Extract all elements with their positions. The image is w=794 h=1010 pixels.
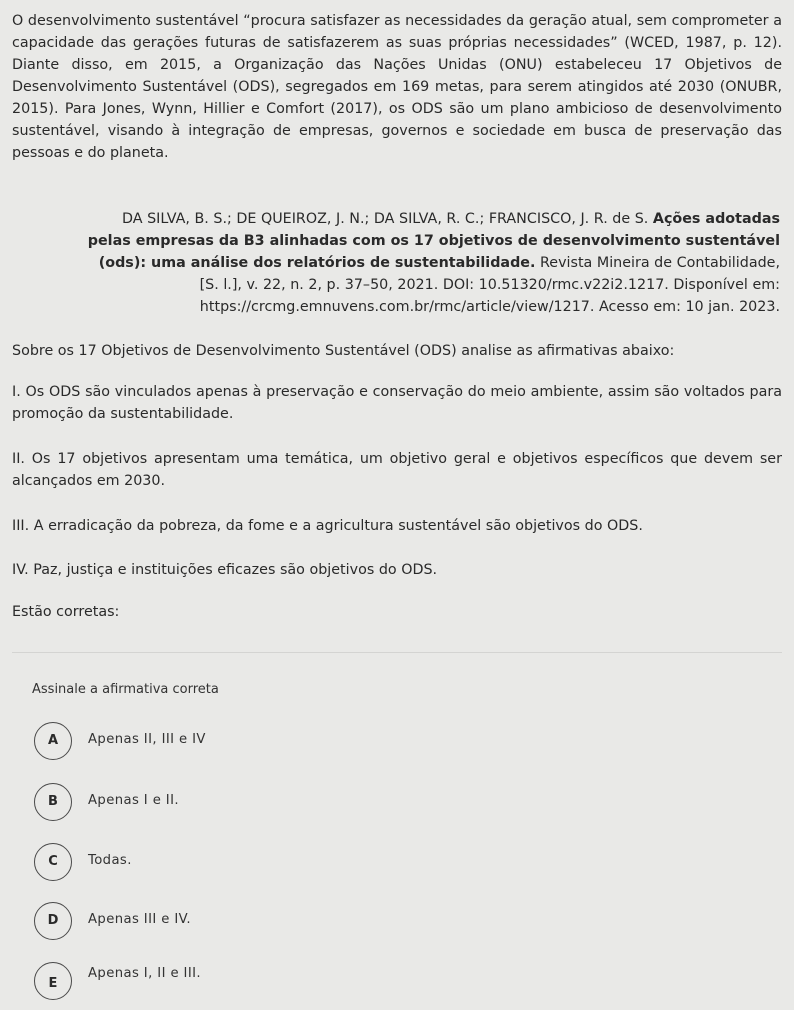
option-e-label[interactable]: Apenas I, II e III. [88,966,202,981]
option-d-label[interactable]: Apenas III e IV. [88,912,191,927]
reference-source: Revista Mineira de Contabilidade, [S. l.], v. 22, n. 2, p. 37–50, 2021. DOI: 10.51320/rmc.v22i2.1217. Disponível em: https://crcmg.emnuvens.com.br/rmc/article/view/1217. Acesso em: 10 jan. 2023. [199,255,780,315]
statement-1: I. Os ODS são vinculados apenas à preservação e conservação do meio ambiente, assim são voltados para promoção da sustentabilidade. [12,384,782,422]
option-e[interactable] [34,962,534,1002]
option-a[interactable] [34,722,534,762]
option-a-label[interactable]: Apenas II, III e IV [88,732,206,747]
reference-citation [80,208,780,318]
option-c-label[interactable]: Todas. [88,853,132,868]
divider [12,652,782,653]
statement-3: III. A erradicação da pobreza, da fome e a agricultura sustentável são objetivos do ODS. [12,518,643,534]
reference-authors: DA SILVA, B. S.; DE QUEIROZ, J. N.; DA SILVA, R. C.; FRANCISCO, J. R. de S. [122,211,653,227]
intro-paragraph: O desenvolvimento sustentável “procura satisfazer as necessidades da geração atual, sem comprometer a capacidade das gerações futuras de satisfazerem as suas próprias necessidades” (WCED, 1987, p. 12). Diante disso, em 2015, a Organização das Nações Unidas (ONU) estabeleceu 17 Objetivos de Desenvolvimento Sustentável (ODS), segregados em 169 metas, para serem atingidos até 2030 (ONUBR, 2015). Para Jones, Wynn, Hillier e Comfort (2017), os ODS são um plano ambicioso de desenvolvimento sustentável, visando à integração de empresas, governos e sociedade em busca de preservação das pessoas e do planeta. [12,13,782,161]
option-d-letter-badge[interactable]: D [34,902,72,940]
option-c-letter-badge[interactable]: C [34,843,72,881]
option-c[interactable] [34,843,534,883]
question-intro: Sobre os 17 Objetivos de Desenvolvimento Sustentável (ODS) analise as afirmativas abaixo: [12,343,675,359]
option-a-letter-badge[interactable]: A [34,722,72,760]
option-b-letter-badge[interactable]: B [34,783,72,821]
option-b[interactable] [34,783,534,823]
option-d[interactable] [34,902,534,942]
question-prompt: Estão corretas: [12,604,120,620]
option-e-letter-badge[interactable]: E [34,962,72,1000]
option-b-label[interactable]: Apenas I e II. [88,793,179,808]
reference-title: Ações adotadas pelas empresas da B3 alinhadas com os 17 objetivos de desenvolvimento sustentável (ods): uma análise dos relatórios de sustentabilidade. [87,211,780,271]
answer-instruction: Assinale a afirmativa correta [32,682,219,697]
statement-2: II. Os 17 objetivos apresentam uma temática, um objetivo geral e objetivos específicos que devem ser alcançados em 2030. [12,451,782,489]
statement-4: IV. Paz, justiça e instituições eficazes são objetivos do ODS. [12,562,438,578]
